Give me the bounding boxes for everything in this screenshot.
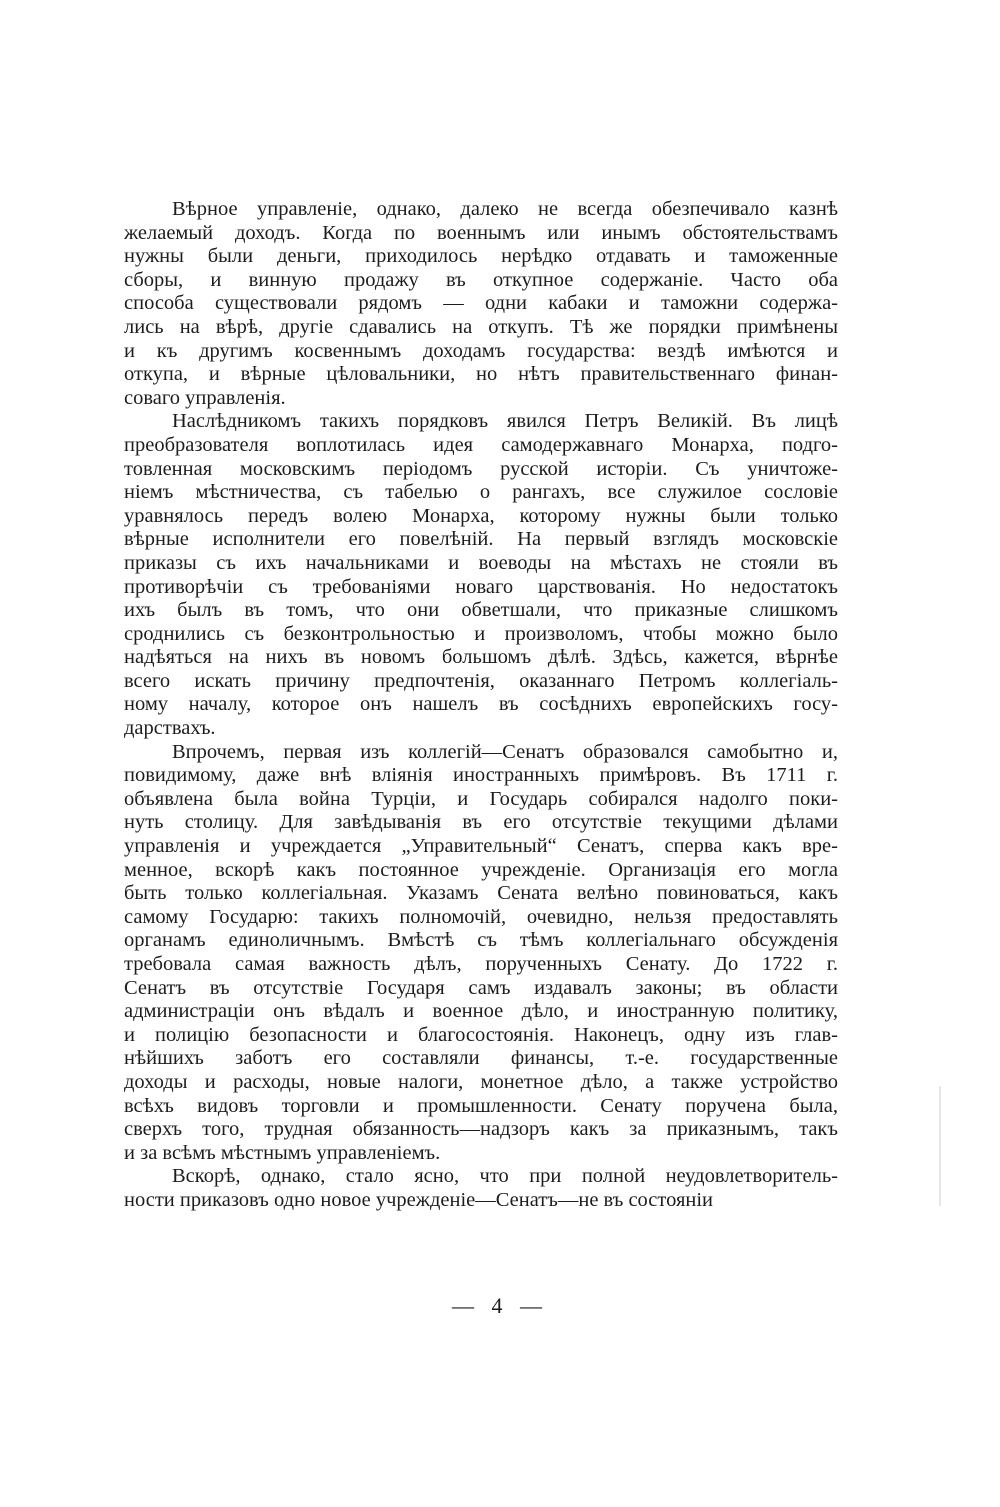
text-line: и полицію безопасности и благосостоянія. Наконецъ, одну изъ глав- — [124, 1023, 838, 1046]
text-line: повидимому, даже внѣ вліянія иностранныхъ примѣровъ. Въ 1711 г. — [124, 764, 838, 787]
text-line: ному началу, которое онъ нашелъ въ сосѣднихъ европейскихъ госу- — [124, 693, 838, 716]
text-line: дарствахъ. — [124, 717, 216, 740]
text-line: сборы, и винную продажу въ откупное содержаніе. Часто оба — [124, 268, 838, 291]
text-line: Сенатъ въ отсутствіе Государя самъ издавалъ законы; въ области — [124, 976, 838, 999]
text-line: желаемый доходъ. Когда по военнымъ или инымъ обстоятельствамъ — [124, 221, 838, 244]
text-line: преобразователя воплотилась идея самодержавнаго Монарха, подго- — [124, 433, 838, 456]
text-line: ности приказовъ одно новое учрежденіе—Сенатъ—не въ состояніи — [124, 1188, 714, 1211]
text-line: ніемъ мѣстничества, съ табелью о рангахъ, все служилое сословіе — [124, 481, 838, 504]
text-line: требовала самая важность дѣлъ, порученныхъ Сенату. До 1722 г. — [124, 953, 838, 975]
text-line: товленная московскимъ періодомъ русской исторіи. Съ уничтоже- — [124, 457, 838, 480]
paragraph — [124, 198, 838, 410]
text-line: объявлена была война Турціи, и Государь собирался надолго поки- — [124, 787, 838, 810]
text-line: сверхъ того, трудная обязанность—надзоръ какъ за приказнымъ, такъ — [124, 1118, 838, 1141]
text-line: администраціи онъ вѣдалъ и военное дѣло, и иностранную политику, — [124, 1000, 838, 1023]
text-line: вѣрные исполнители его повелѣній. На первый взглядъ московскіе — [124, 528, 838, 551]
text-line: приказы съ ихъ начальниками и воеводы на мѣстахъ не стояли въ — [124, 551, 838, 574]
text-line: менное, вскорѣ какъ постоянное учрежденіе. Организація его могла — [124, 858, 838, 881]
paragraph — [124, 410, 838, 740]
text-line: нужны были деньги, приходилось нерѣдко отдавать и таможенные — [124, 245, 838, 268]
text-line: лись на вѣрѣ, другіе сдавались на откупъ. Тѣ же порядки примѣнены — [124, 315, 838, 338]
text-line: ихъ былъ въ томъ, что они обветшали, что приказные слишкомъ — [124, 599, 838, 622]
text-line: способа существовали рядомъ — одни кабаки и таможни содержа- — [124, 292, 838, 315]
text-line: Вскорѣ, однако, стало ясно, что при полной неудовлетворитель- — [172, 1165, 838, 1188]
text-line: доходы и расходы, новые налоги, монетное дѣло, а также устройство — [124, 1070, 838, 1093]
text-line: и къ другимъ косвеннымъ доходамъ государства: вездѣ имѣются и — [124, 339, 838, 362]
body-text — [124, 198, 838, 1213]
page-number: — 4 — — [452, 1293, 548, 1318]
text-line: надѣяться на нихъ въ новомъ большомъ дѣлѣ. Здѣсь, кажется, вѣрнѣе — [124, 646, 838, 669]
text-line: сроднились съ безконтрольностью и произволомъ, чтобы можно было — [124, 622, 838, 645]
scan-edge-shadow — [939, 1086, 941, 1206]
text-line: нуть столицу. Для завѣдыванія въ его отсутствіе текущими дѣлами — [124, 811, 838, 834]
text-line: и за всѣмъ мѣстнымъ управленіемъ. — [124, 1141, 441, 1164]
text-line: противорѣчіи съ требованіями новаго царствованія. Но недостатокъ — [124, 575, 838, 598]
text-line: быть только коллегіальная. Указамъ Сената велѣно повиноваться, какъ — [124, 882, 838, 905]
text-line: самому Государю: такихъ полномочій, очевидно, нельзя предоставлять — [124, 905, 838, 928]
text-line: всего искать причину предпочтенія, оказаннаго Петромъ коллегіаль- — [124, 669, 838, 692]
text-line: Вѣрное управленіе, однако, далеко не всегда обезпечивало казнѣ — [172, 198, 838, 220]
paragraph — [124, 741, 838, 1166]
text-line: соваго управленія. — [124, 386, 286, 409]
text-line: уравнялось передъ волею Монарха, которому нужны были только — [124, 504, 838, 527]
text-line: Впрочемъ, первая изъ коллегій—Сенатъ образовался самобытно и, — [172, 740, 838, 763]
text-line: Наслѣдникомъ такихъ порядковъ явился Петръ Великій. Въ лицѣ — [172, 410, 838, 433]
paragraph — [124, 1165, 838, 1212]
text-line: нѣйшихъ заботъ его составляли финансы, т.-е. государственные — [124, 1047, 838, 1070]
text-line: откупа, и вѣрные цѣловальники, но нѣтъ правительственнаго финан- — [124, 363, 838, 386]
text-line: всѣхъ видовъ торговли и промышленности. Сенату поручена была, — [124, 1094, 838, 1117]
text-line: органамъ единоличнымъ. Вмѣстѣ съ тѣмъ коллегіальнаго обсужденія — [124, 929, 838, 952]
text-line: управленія и учреждается „Управительный“ Сенатъ, сперва какъ вре- — [124, 835, 838, 858]
